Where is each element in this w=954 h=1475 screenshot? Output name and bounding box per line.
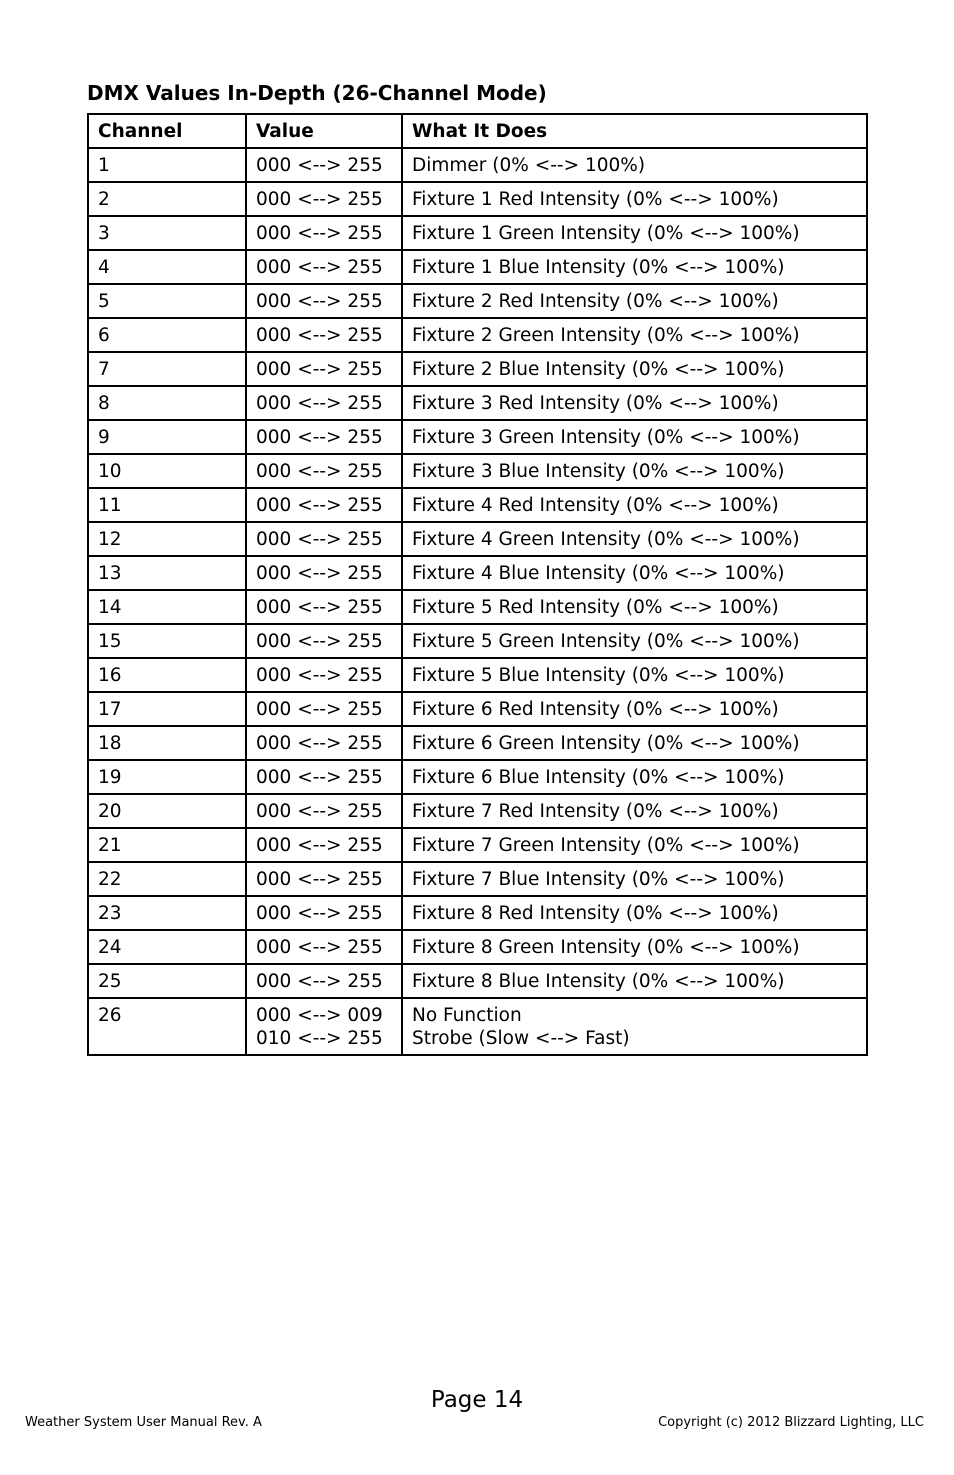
value-range: 000 <--> 255 xyxy=(256,189,383,210)
channel-cell: 5 xyxy=(88,284,246,318)
value-cell xyxy=(246,318,402,352)
value-range: 000 <--> 009 xyxy=(256,1005,383,1026)
function-description: Fixture 8 Green Intensity (0% <--> 100%) xyxy=(412,937,800,958)
description-cell xyxy=(402,284,867,318)
table-row xyxy=(88,964,867,998)
channel-cell: 12 xyxy=(88,522,246,556)
channel-cell: 18 xyxy=(88,726,246,760)
table-row xyxy=(88,556,867,590)
function-description: Fixture 1 Blue Intensity (0% <--> 100%) xyxy=(412,257,785,278)
description-cell xyxy=(402,760,867,794)
channel-cell: 14 xyxy=(88,590,246,624)
table-row xyxy=(88,454,867,488)
channel-cell: 6 xyxy=(88,318,246,352)
function-description: Fixture 5 Green Intensity (0% <--> 100%) xyxy=(412,631,800,652)
channel-cell: 26 xyxy=(88,998,246,1055)
table-body xyxy=(88,148,867,1055)
table-row xyxy=(88,896,867,930)
description-cell xyxy=(402,488,867,522)
value-cell xyxy=(246,590,402,624)
description-cell xyxy=(402,794,867,828)
channel-cell: 10 xyxy=(88,454,246,488)
channel-cell: 3 xyxy=(88,216,246,250)
value-cell xyxy=(246,998,402,1055)
value-cell xyxy=(246,420,402,454)
value-cell xyxy=(246,862,402,896)
value-cell xyxy=(246,454,402,488)
value-range: 000 <--> 255 xyxy=(256,529,383,550)
channel-cell: 11 xyxy=(88,488,246,522)
value-range: 000 <--> 255 xyxy=(256,291,383,312)
channel-cell: 9 xyxy=(88,420,246,454)
channel-cell: 20 xyxy=(88,794,246,828)
table-row xyxy=(88,760,867,794)
value-cell xyxy=(246,794,402,828)
value-range: 000 <--> 255 xyxy=(256,461,383,482)
table-row xyxy=(88,726,867,760)
table-row xyxy=(88,488,867,522)
value-cell xyxy=(246,930,402,964)
channel-cell: 17 xyxy=(88,692,246,726)
page-number: Page 14 xyxy=(430,1387,524,1413)
value-cell xyxy=(246,250,402,284)
table-row xyxy=(88,590,867,624)
description-cell xyxy=(402,726,867,760)
function-description: Fixture 8 Blue Intensity (0% <--> 100%) xyxy=(412,971,785,992)
function-description: Fixture 5 Blue Intensity (0% <--> 100%) xyxy=(412,665,785,686)
channel-cell: 4 xyxy=(88,250,246,284)
table-row xyxy=(88,352,867,386)
table-row xyxy=(88,522,867,556)
footer-manual-title: Weather System User Manual Rev. A xyxy=(25,1415,262,1430)
value-cell xyxy=(246,522,402,556)
channel-cell: 7 xyxy=(88,352,246,386)
description-cell xyxy=(402,658,867,692)
channel-cell: 21 xyxy=(88,828,246,862)
value-cell xyxy=(246,386,402,420)
function-description: Fixture 2 Green Intensity (0% <--> 100%) xyxy=(412,325,800,346)
function-description: Fixture 1 Red Intensity (0% <--> 100%) xyxy=(412,189,779,210)
description-cell xyxy=(402,862,867,896)
function-description: Fixture 3 Blue Intensity (0% <--> 100%) xyxy=(412,461,785,482)
table-row xyxy=(88,862,867,896)
function-description: Fixture 2 Blue Intensity (0% <--> 100%) xyxy=(412,359,785,380)
description-cell xyxy=(402,420,867,454)
column-header-value: Value xyxy=(246,114,402,148)
value-range: 000 <--> 255 xyxy=(256,767,383,788)
function-description: Fixture 5 Red Intensity (0% <--> 100%) xyxy=(412,597,779,618)
value-range: 000 <--> 255 xyxy=(256,937,383,958)
value-range: 000 <--> 255 xyxy=(256,801,383,822)
description-cell xyxy=(402,556,867,590)
value-range: 000 <--> 255 xyxy=(256,223,383,244)
table-row xyxy=(88,420,867,454)
channel-cell: 8 xyxy=(88,386,246,420)
table-row xyxy=(88,182,867,216)
table-row xyxy=(88,250,867,284)
function-description: Dimmer (0% <--> 100%) xyxy=(412,155,646,176)
value-cell xyxy=(246,692,402,726)
description-cell xyxy=(402,692,867,726)
value-cell xyxy=(246,760,402,794)
value-range: 000 <--> 255 xyxy=(256,971,383,992)
value-range: 000 <--> 255 xyxy=(256,325,383,346)
value-cell xyxy=(246,828,402,862)
table-row xyxy=(88,930,867,964)
value-cell xyxy=(246,896,402,930)
table-row xyxy=(88,148,867,182)
table-row xyxy=(88,794,867,828)
function-description: Fixture 3 Red Intensity (0% <--> 100%) xyxy=(412,393,779,414)
function-description: Fixture 6 Green Intensity (0% <--> 100%) xyxy=(412,733,800,754)
table-row xyxy=(88,692,867,726)
value-range: 000 <--> 255 xyxy=(256,631,383,652)
value-range: 000 <--> 255 xyxy=(256,257,383,278)
value-range: 010 <--> 255 xyxy=(256,1028,383,1049)
function-description: Fixture 4 Green Intensity (0% <--> 100%) xyxy=(412,529,800,550)
channel-cell: 2 xyxy=(88,182,246,216)
channel-cell: 13 xyxy=(88,556,246,590)
description-cell xyxy=(402,896,867,930)
table-row xyxy=(88,624,867,658)
value-range: 000 <--> 255 xyxy=(256,359,383,380)
section-heading: DMX Values In-Depth (26-Channel Mode) xyxy=(87,81,547,105)
function-description: Fixture 7 Red Intensity (0% <--> 100%) xyxy=(412,801,779,822)
function-description: Fixture 3 Green Intensity (0% <--> 100%) xyxy=(412,427,800,448)
table-row xyxy=(88,386,867,420)
table-row xyxy=(88,828,867,862)
channel-cell: 16 xyxy=(88,658,246,692)
value-range: 000 <--> 255 xyxy=(256,427,383,448)
channel-cell: 19 xyxy=(88,760,246,794)
channel-cell: 23 xyxy=(88,896,246,930)
value-cell xyxy=(246,624,402,658)
value-cell xyxy=(246,488,402,522)
value-cell xyxy=(246,726,402,760)
value-range: 000 <--> 255 xyxy=(256,903,383,924)
function-description: Fixture 4 Blue Intensity (0% <--> 100%) xyxy=(412,563,785,584)
value-range: 000 <--> 255 xyxy=(256,869,383,890)
value-range: 000 <--> 255 xyxy=(256,665,383,686)
value-range: 000 <--> 255 xyxy=(256,699,383,720)
channel-cell: 1 xyxy=(88,148,246,182)
column-header-what-it-does: What It Does xyxy=(402,114,867,148)
value-cell xyxy=(246,284,402,318)
value-range: 000 <--> 255 xyxy=(256,393,383,414)
function-description: Fixture 1 Green Intensity (0% <--> 100%) xyxy=(412,223,800,244)
description-cell xyxy=(402,624,867,658)
function-description: Fixture 7 Blue Intensity (0% <--> 100%) xyxy=(412,869,785,890)
value-cell xyxy=(246,658,402,692)
function-description: No Function xyxy=(412,1005,522,1026)
description-cell xyxy=(402,318,867,352)
column-header-channel: Channel xyxy=(88,114,246,148)
description-cell xyxy=(402,590,867,624)
description-cell xyxy=(402,250,867,284)
description-cell xyxy=(402,454,867,488)
value-range: 000 <--> 255 xyxy=(256,495,383,516)
footer-copyright: Copyright (c) 2012 Blizzard Lighting, LLC xyxy=(658,1415,924,1430)
table-row xyxy=(88,284,867,318)
value-range: 000 <--> 255 xyxy=(256,155,383,176)
description-cell xyxy=(402,182,867,216)
description-cell xyxy=(402,386,867,420)
value-cell xyxy=(246,964,402,998)
function-description: Fixture 8 Red Intensity (0% <--> 100%) xyxy=(412,903,779,924)
function-description: Fixture 6 Red Intensity (0% <--> 100%) xyxy=(412,699,779,720)
value-cell xyxy=(246,352,402,386)
value-cell xyxy=(246,216,402,250)
value-range: 000 <--> 255 xyxy=(256,597,383,618)
table-row xyxy=(88,216,867,250)
table-row xyxy=(88,658,867,692)
channel-cell: 24 xyxy=(88,930,246,964)
table-header-row xyxy=(88,114,867,148)
function-description: Fixture 6 Blue Intensity (0% <--> 100%) xyxy=(412,767,785,788)
description-cell xyxy=(402,522,867,556)
function-description: Fixture 4 Red Intensity (0% <--> 100%) xyxy=(412,495,779,516)
function-description: Fixture 7 Green Intensity (0% <--> 100%) xyxy=(412,835,800,856)
table-row xyxy=(88,998,867,1055)
description-cell xyxy=(402,998,867,1055)
description-cell xyxy=(402,964,867,998)
value-cell xyxy=(246,556,402,590)
description-cell xyxy=(402,216,867,250)
description-cell xyxy=(402,148,867,182)
function-description: Strobe (Slow <--> Fast) xyxy=(412,1028,630,1049)
value-range: 000 <--> 255 xyxy=(256,835,383,856)
description-cell xyxy=(402,828,867,862)
channel-cell: 22 xyxy=(88,862,246,896)
value-range: 000 <--> 255 xyxy=(256,563,383,584)
description-cell xyxy=(402,352,867,386)
description-cell xyxy=(402,930,867,964)
dmx-values-table xyxy=(87,113,868,1056)
value-cell xyxy=(246,182,402,216)
value-cell xyxy=(246,148,402,182)
value-range: 000 <--> 255 xyxy=(256,733,383,754)
table-row xyxy=(88,318,867,352)
channel-cell: 25 xyxy=(88,964,246,998)
channel-cell: 15 xyxy=(88,624,246,658)
function-description: Fixture 2 Red Intensity (0% <--> 100%) xyxy=(412,291,779,312)
